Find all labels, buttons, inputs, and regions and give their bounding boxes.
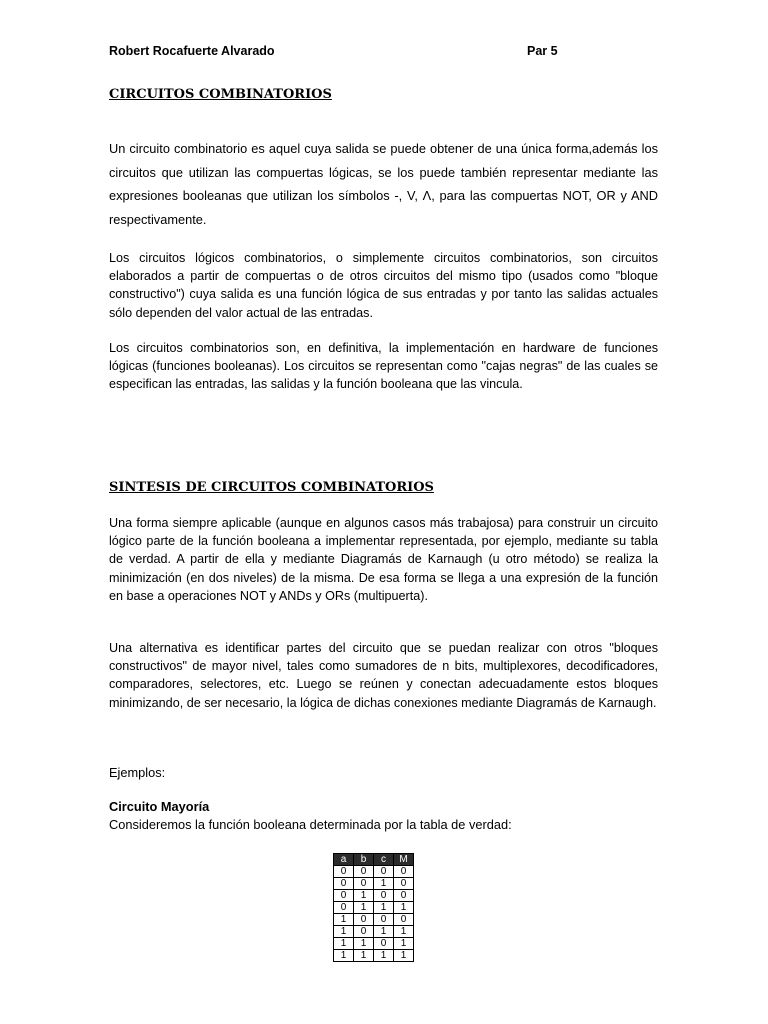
paragraph-hardware-implementation: Los circuitos combinatorios son, en definitiva, la implementación en hardware de funciones lógicas (funciones booleanas). Los circuitos se representan como "cajas negras" de las cuales se especifican las entradas, las salidas y la función booleana que las vincula. <box>109 341 658 392</box>
table-cell: 1 <box>394 950 414 962</box>
table-cell: 0 <box>334 890 354 902</box>
table-cell: 1 <box>334 950 354 962</box>
table-row <box>334 950 414 962</box>
table-cell: 1 <box>374 950 394 962</box>
section-title-circuitos-combinatorios: CIRCUITOS COMBINATORIOS <box>109 87 332 102</box>
table-cell: 0 <box>334 866 354 878</box>
table-cell: 0 <box>394 878 414 890</box>
table-cell: 0 <box>394 890 414 902</box>
table-cell: 1 <box>394 926 414 938</box>
table-cell: 0 <box>354 866 374 878</box>
table-cell: 1 <box>374 878 394 890</box>
table-cell: 1 <box>354 938 374 950</box>
table-row <box>334 938 414 950</box>
truth-table <box>333 853 414 962</box>
table-cell: 1 <box>394 938 414 950</box>
paragraph-definition: Un circuito combinatorio es aquel cuya salida se puede obtener de una única forma,además los circuitos que utilizan las compuertas lógicas, se los puede también representar mediante las expresiones booleanas que utilizan los símbolos -, V, Λ, para las compuertas NOT, OR y AND respectivamente. <box>109 141 658 227</box>
table-cell: 1 <box>354 890 374 902</box>
table-cell: 0 <box>374 866 394 878</box>
table-cell: 1 <box>354 950 374 962</box>
table-row <box>334 926 414 938</box>
table-cell: 1 <box>334 926 354 938</box>
majority-circuit-title: Circuito Mayoría <box>109 799 210 814</box>
truth-table-header: b <box>354 854 374 866</box>
truth-table-header: a <box>334 854 354 866</box>
truth-table-header: M <box>394 854 414 866</box>
table-cell: 0 <box>374 914 394 926</box>
examples-label: Ejemplos: <box>109 765 166 780</box>
table-row <box>334 866 414 878</box>
table-row <box>334 914 414 926</box>
table-cell: 1 <box>374 902 394 914</box>
table-cell: 0 <box>394 914 414 926</box>
table-row <box>334 902 414 914</box>
table-cell: 1 <box>334 914 354 926</box>
table-cell: 0 <box>354 914 374 926</box>
table-cell: 1 <box>394 902 414 914</box>
table-row <box>334 878 414 890</box>
table-row <box>334 890 414 902</box>
table-cell: 1 <box>334 938 354 950</box>
table-cell: 1 <box>354 902 374 914</box>
paragraph-synthesis-alternative: Una alternativa es identificar partes del circuito que se puedan realizar con otros "bloques constructivos" de mayor nivel, tales como sumadores de n bits, multiplexores, decodificadores, comparadores, selectores, etc. Luego se reúnen y conectan adecuadamente estos bloques minimizando, de ser necesario, la lógica de dichas conexiones mediante Diagramás de Karnaugh. <box>109 641 658 710</box>
table-cell: 1 <box>374 926 394 938</box>
table-cell: 0 <box>334 902 354 914</box>
truth-table-header-row <box>334 854 414 866</box>
paragraph-logic-circuits: Los circuitos lógicos combinatorios, o simplemente circuitos combinatorios, son circuitos elaborados a partir de compuertas o de otros circuitos del mismo tipo (usados como "bloque constructivo") cuya salida es una función lógica de sus entradas y por tanto las salidas actuales sólo dependen del valor actual de las entradas. <box>109 251 658 320</box>
table-cell: 0 <box>334 878 354 890</box>
header-author: Robert Rocafuerte Alvarado <box>109 44 275 58</box>
paragraph-synthesis-method: Una forma siempre aplicable (aunque en algunos casos más trabajosa) para construir un circuito lógico parte de la función booleana a implementar representada, por ejemplo, mediante su tabla de verdad. A partir de ella y mediante Diagramás de Karnaugh (u otro método) se realiza la minimización (en dos niveles) de la misma. De esa forma se llega a una expresión de la función en base a operaciones NOT y ANDs y ORs (multipuerta). <box>109 516 658 603</box>
majority-circuit-description: Consideremos la función booleana determinada por la tabla de verdad: <box>109 817 512 832</box>
table-cell: 0 <box>394 866 414 878</box>
section-title-sintesis: SINTESIS DE CIRCUITOS COMBINATORIOS <box>109 480 434 495</box>
table-cell: 0 <box>354 926 374 938</box>
truth-table-header: c <box>374 854 394 866</box>
header-page-number: Par 5 <box>527 44 558 58</box>
table-cell: 0 <box>374 890 394 902</box>
table-cell: 0 <box>374 938 394 950</box>
table-cell: 0 <box>354 878 374 890</box>
